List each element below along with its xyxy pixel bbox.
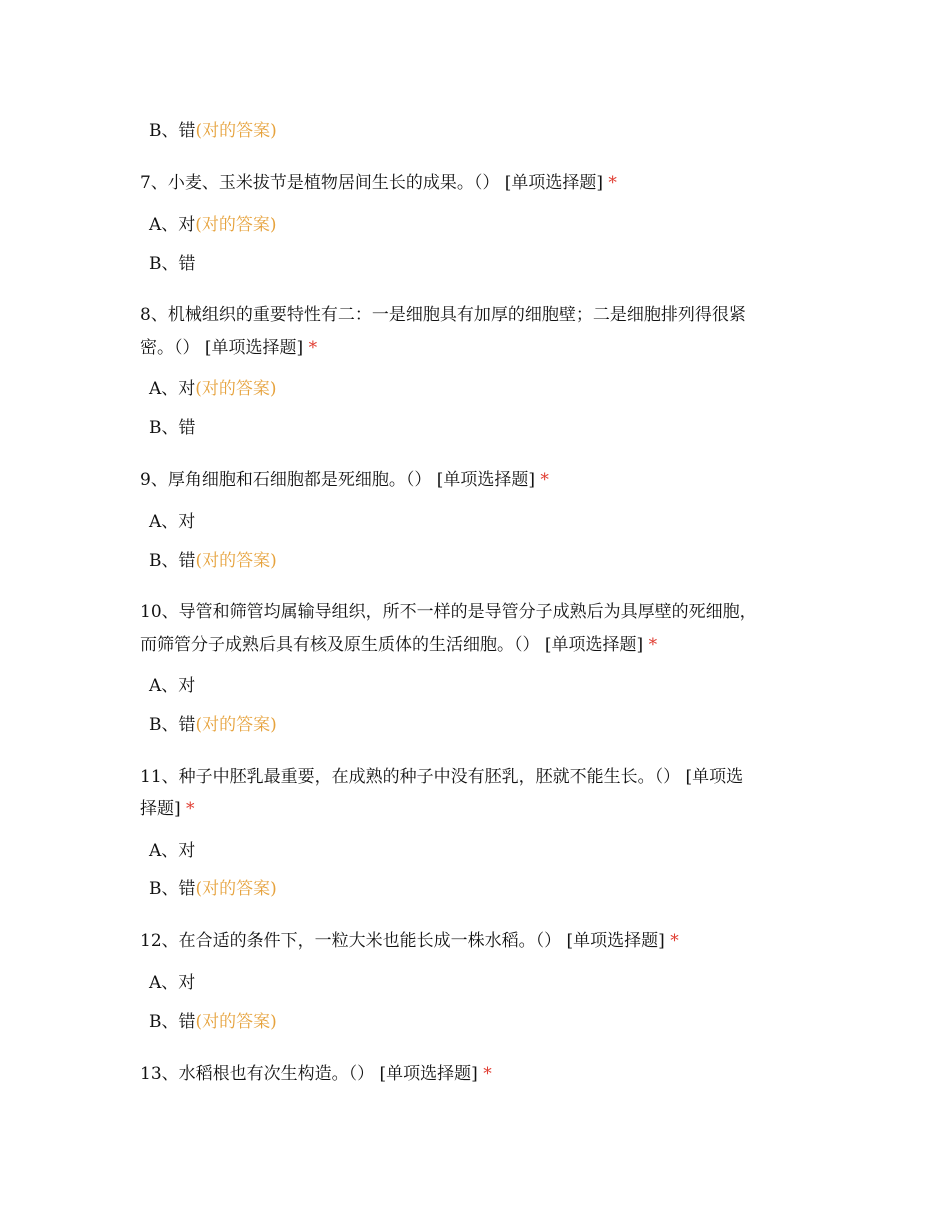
option-leading-b [149,115,819,148]
question-12-option-b [149,1006,819,1039]
correct-answer-mark: (对的答案) [195,121,277,141]
question-text: 8、机械组织的重要特性有二：一是细胞具有加厚的细胞壁；二是细胞排列得很紧 [140,305,746,325]
option-label: B、错 [149,254,196,274]
question-7-option-a [149,209,819,242]
question-11-option-a [149,835,819,868]
required-mark: * [308,338,318,358]
question-10-line-1 [140,596,810,629]
question-7 [140,167,810,200]
correct-answer-mark: (对的答案) [195,715,277,735]
question-7-option-b [149,248,819,281]
option-label: A、对 [149,676,196,696]
option-label: B、错 [149,879,196,899]
question-10-option-a [149,670,819,703]
correct-answer-mark: (对的答案) [195,879,277,899]
option-label: B、错 [149,418,196,438]
question-10-option-b [149,709,819,742]
option-label: A、对 [149,215,196,235]
option-label: B、错 [149,715,196,735]
question-8-line-2 [140,332,810,365]
option-label: A、对 [149,512,196,532]
required-mark: * [540,470,549,490]
question-text: 择题] [140,799,181,819]
question-12 [140,925,810,958]
option-label: A、对 [149,379,196,399]
question-11-line-2 [140,793,810,826]
question-8-line-1 [140,299,810,332]
question-10-line-2 [140,629,810,662]
question-8-option-b [149,412,819,445]
question-text: 密。（） [单项选择题] [140,338,304,358]
question-11-option-b [149,873,819,906]
correct-answer-mark: (对的答案) [195,1012,277,1032]
option-label: B、错 [149,1012,196,1032]
question-8-option-a [149,373,819,406]
question-12-option-a [149,967,819,1000]
option-label: B、错 [149,121,196,141]
question-13 [140,1058,810,1091]
correct-answer-mark: (对的答案) [195,379,277,399]
question-text: 而筛管分子成熟后具有核及原生质体的生活细胞。（） [单项选择题] [140,635,644,655]
required-mark: * [608,173,617,193]
correct-answer-mark: (对的答案) [195,215,277,235]
required-mark: * [186,799,195,819]
question-text: 10、导管和筛管均属输导组织，所不一样的是导管分子成熟后为具厚壁的死细胞， [140,602,757,622]
question-9-option-b [149,545,819,578]
correct-answer-mark: (对的答案) [195,551,277,571]
question-9-option-a [149,506,819,539]
question-11-line-1 [140,761,810,794]
question-9 [140,464,810,497]
question-text: 12、在合适的条件下，一粒大米也能长成一株水稻。（） [单项选择题] [140,931,665,951]
question-text: 11、种子中胚乳最重要，在成熟的种子中没有胚乳，胚就不能生长。（） [单项选 [140,767,744,787]
question-text: 13、水稻根也有次生构造。（） [单项选择题] [140,1064,478,1084]
question-text: 7、小麦、玉米拔节是植物居间生长的成果。（） [单项选择题] [140,173,603,193]
option-label: A、对 [149,841,196,861]
required-mark: * [648,635,658,655]
required-mark: * [483,1064,492,1084]
option-label: A、对 [149,973,196,993]
option-label: B、错 [149,551,196,571]
question-text: 9、厚角细胞和石细胞都是死细胞。（） [单项选择题] [140,470,535,490]
required-mark: * [670,931,679,951]
